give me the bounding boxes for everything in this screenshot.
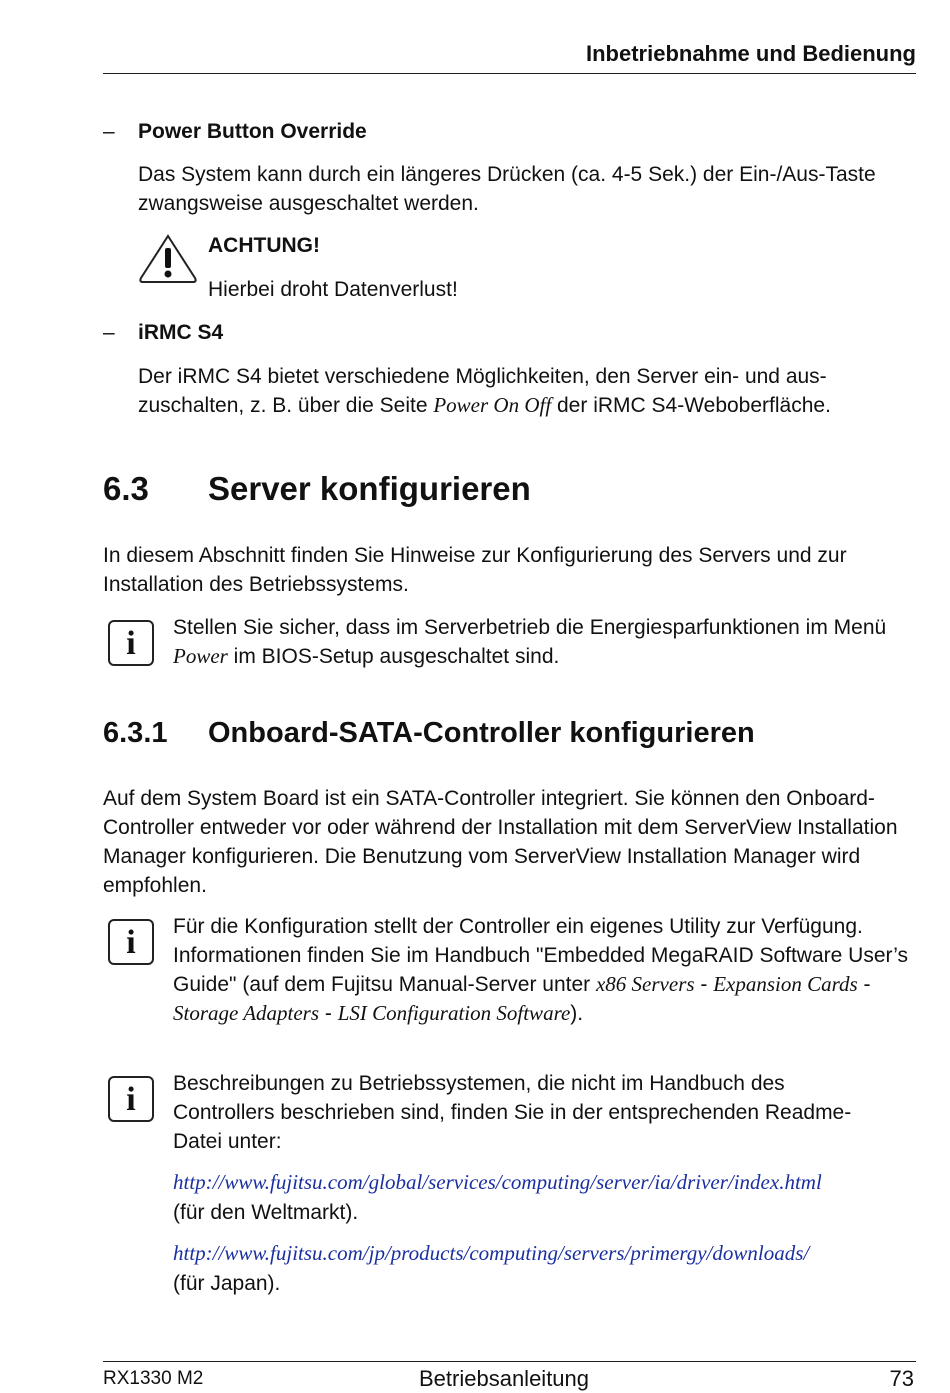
item-title-irmc: iRMC S4 <box>138 321 224 344</box>
warning-triangle-icon <box>137 232 199 288</box>
running-header: Inbetriebnahme und Bedienung <box>585 41 916 66</box>
header-rule <box>103 73 916 74</box>
subsection-number: 6.3.1 <box>103 717 168 749</box>
info-icon: i <box>108 1076 154 1122</box>
note-config-utility: Für die Konfiguration stellt der Controller ein eigenes Utility zur Verfügung. Informationen finden Sie im Handbuch "Embedded MegaRAID Software User’s Guide" (auf dem Fujitsu Manual-Server unter x86 Servers - Expansion Cards - Storage Adapters - LSI Configuration Software). <box>173 915 909 1025</box>
irmc-line2 <box>138 391 928 420</box>
subsection-title: Onboard-SATA-Controller konfigurieren <box>208 717 755 749</box>
info-icon: i <box>108 620 154 666</box>
page-number: 73 <box>889 1366 914 1391</box>
link-worldwide-drivers[interactable]: http://www.fujitsu.com/global/services/computing/server/ia/driver/index.html <box>173 1170 822 1194</box>
link-japan-downloads[interactable]: http://www.fujitsu.com/jp/products/computing/servers/primergy/downloads/ <box>173 1241 810 1265</box>
warning-text: Hierbei droht Datenverlust! <box>208 278 458 301</box>
irmc-line2-end: der iRMC S4-Weboberfläche. <box>551 394 831 417</box>
link-worldwide-note: (für den Weltmarkt). <box>173 1201 359 1224</box>
item-title-power-override: Power Button Override <box>138 120 367 143</box>
footer-rule <box>103 1361 916 1362</box>
list-dash: – <box>103 321 115 344</box>
footer-model: RX1330 M2 <box>103 1368 204 1389</box>
section-title: Server konfigurieren <box>208 470 531 507</box>
power-menu-term: Power <box>173 644 228 668</box>
item-text-irmc <box>138 362 928 420</box>
path-lsi-configuration-software: LSI Configuration Software <box>337 1001 571 1025</box>
power-on-off-term: Power On Off <box>433 393 552 417</box>
irmc-line1: Der iRMC S4 bietet verschiedene Möglichkeiten, den Server ein- und aus- <box>138 365 827 388</box>
link-japan-note: (für Japan). <box>173 1272 281 1295</box>
info-icon: i <box>108 919 154 965</box>
note-readme: Beschreibungen zu Betriebssystemen, die nicht im Handbuch des Controllers beschrieben sind, finden Sie in der entsprechenden Readme-Datei unter: <box>173 1072 852 1153</box>
path-expansion-cards: Expansion Cards <box>713 972 858 996</box>
section-intro: In diesem Abschnitt finden Sie Hinweise zur Konfigurierung des Servers und zur Installation des Betriebssystems. <box>103 544 847 596</box>
section-number: 6.3 <box>103 470 149 507</box>
warning-title: ACHTUNG! <box>208 234 320 257</box>
item-text-power-override: Das System kann durch ein längeres Drücken (ca. 4-5 Sek.) der Ein-/Aus-Taste zwangsweise ausgeschaltet werden. <box>138 163 876 215</box>
footer-document: Betriebsanleitung <box>419 1366 590 1391</box>
note-energy: Stellen Sie sicher, dass im Serverbetrieb die Energiesparfunktionen im Menü Power im BIOS-Setup ausgeschaltet sind. <box>173 616 887 668</box>
path-storage-adapters: Storage Adapters <box>173 1001 320 1025</box>
subsection-intro: Auf dem System Board ist ein SATA-Controller integriert. Sie können den Onboard-Controller entweder vor oder während der Installation mit dem ServerView Installation Manager konfigurieren. Die Benutzung vom ServerView Installation Manager wird empfohlen. <box>103 787 898 897</box>
irmc-line2-start: zuschalten, z. B. über die Seite <box>138 394 434 417</box>
list-dash: – <box>103 120 115 143</box>
path-x86-servers: x86 Servers <box>595 972 695 996</box>
